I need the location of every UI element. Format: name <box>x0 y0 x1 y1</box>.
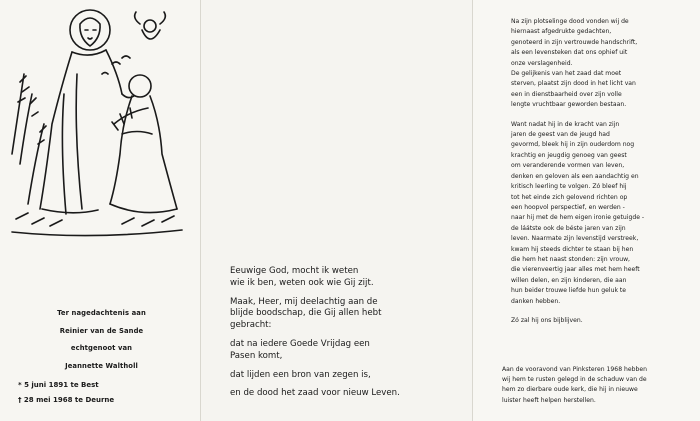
text-line: Na zijn plotselinge dood vonden wij de <box>511 18 629 25</box>
text-line: gevormd, bleek hij in zijn ouderdom nog <box>511 141 635 149</box>
prayer-stanza <box>230 339 470 363</box>
text-line: wij hem te rusten gelegd in de schaduw van de <box>502 376 647 384</box>
text-line: een hoopvol perspectief, en werden - <box>511 203 625 211</box>
text-line: danken hebben. <box>511 297 561 305</box>
text-line: genoteerd in zijn vertrouwde handschrift, <box>511 38 638 46</box>
text-line: naar hij met de hem eigen ironie getuigde - <box>511 214 645 222</box>
prayer-line: en de dood het zaad voor nieuw Leven. <box>230 388 400 399</box>
prayer-line: Pasen komt, <box>230 350 283 361</box>
text-line: die hem het naast stonden: zijn vrouw, <box>511 255 630 263</box>
text-line: kritisch leerling te volgen. Zó bleef hij <box>511 183 627 191</box>
deceased-name: Reinier van de Sande <box>59 326 144 335</box>
prayer-stanza <box>230 370 470 382</box>
text-line: als een levensteken dat ons ophief uit <box>511 49 628 57</box>
text-line: leven. Naarmate zijn levenstijd verstreek, <box>511 235 639 243</box>
text-line: lengte vruchtbaar geworden bestaan. <box>511 101 627 109</box>
dedication-line: echtgenoot van <box>70 344 133 352</box>
prayer-line: Maak, Heer, mij deelachtig aan de <box>230 296 378 307</box>
prayer-line: dat lijden een bron van zegen is, <box>230 369 371 380</box>
closing-text <box>502 365 692 406</box>
halo-icon <box>70 10 110 50</box>
text-line: Want nadat hij in de kracht van zijn <box>511 120 620 128</box>
text-line: die vierenveertig jaar alles met hem heeft <box>511 266 640 274</box>
dedication-block <box>14 305 189 375</box>
text-line: onze verslagenheid. <box>511 59 573 67</box>
text-line: luister heeft helpen herstellen. <box>502 396 596 404</box>
text-line: hiernaast afgedrukte gedachten, <box>511 28 612 36</box>
text-line: hun beider trouwe liefde hun geluk te <box>511 287 627 295</box>
text-line: sterven, plaatst zijn dood in het licht van <box>511 80 636 88</box>
prayer-line: gebracht: <box>230 320 272 331</box>
text-line: hem zo dierbare oude kerk, die hij in nieuwe <box>502 386 638 394</box>
prayer-stanza <box>230 266 470 290</box>
dedication-line: Ter nagedachtenis aan <box>57 309 146 317</box>
prayer-line: Eeuwige God, mocht ik weten <box>230 266 359 276</box>
text-line: krachtig en jeugdig genoeg van geest <box>511 151 627 159</box>
spouse-name: Jeannette Waltholl <box>65 361 138 370</box>
text-line: willen delen, en zijn kinderen, die aan <box>511 276 627 284</box>
text-line: denken en geloven als een aandachtig en <box>511 172 639 180</box>
prayer-line: wie ik ben, weten ook wie Gij zijt. <box>230 277 374 288</box>
text-line: om veranderende vormen van leven, <box>511 162 625 170</box>
meditation-paragraph <box>511 17 681 111</box>
fold-line <box>472 0 473 421</box>
text-line: tot het einde zich gelovend richten op <box>511 193 628 201</box>
prayer-stanza <box>230 388 470 400</box>
fold-line <box>200 0 201 421</box>
text-line: jaren de geest van de jeugd had <box>511 131 610 139</box>
text-line: Aan de vooravond van Pinksteren 1968 hebben <box>502 366 647 373</box>
birth-date: * 5 juni 1891 te Best <box>18 381 99 389</box>
text-line: een in dienstbaarheid over zijn volle <box>511 90 622 98</box>
prayer-stanza <box>230 297 470 332</box>
text-line: Zó zal hij ons bijblijven. <box>511 316 583 324</box>
text-line: De gelijkenis van het zaad dat moet <box>511 70 622 78</box>
christ-and-kneeling-figure-illustration <box>2 4 192 244</box>
text-line: de láátste ook de béste jaren van zijn <box>511 224 626 232</box>
meditation-text <box>511 17 681 335</box>
life-dates <box>18 378 198 408</box>
prayer-line: blijde boodschap, die Gij allen hebt <box>230 308 382 319</box>
prayer-line: dat na iedere Goede Vrijdag een <box>230 338 370 349</box>
death-date: † 28 mei 1968 te Deurne <box>18 396 115 404</box>
prayer-text <box>230 266 470 407</box>
meditation-paragraph <box>511 316 681 326</box>
meditation-paragraph <box>511 120 681 307</box>
text-line: kwam hij steeds dichter te staan bij hen <box>511 245 634 253</box>
